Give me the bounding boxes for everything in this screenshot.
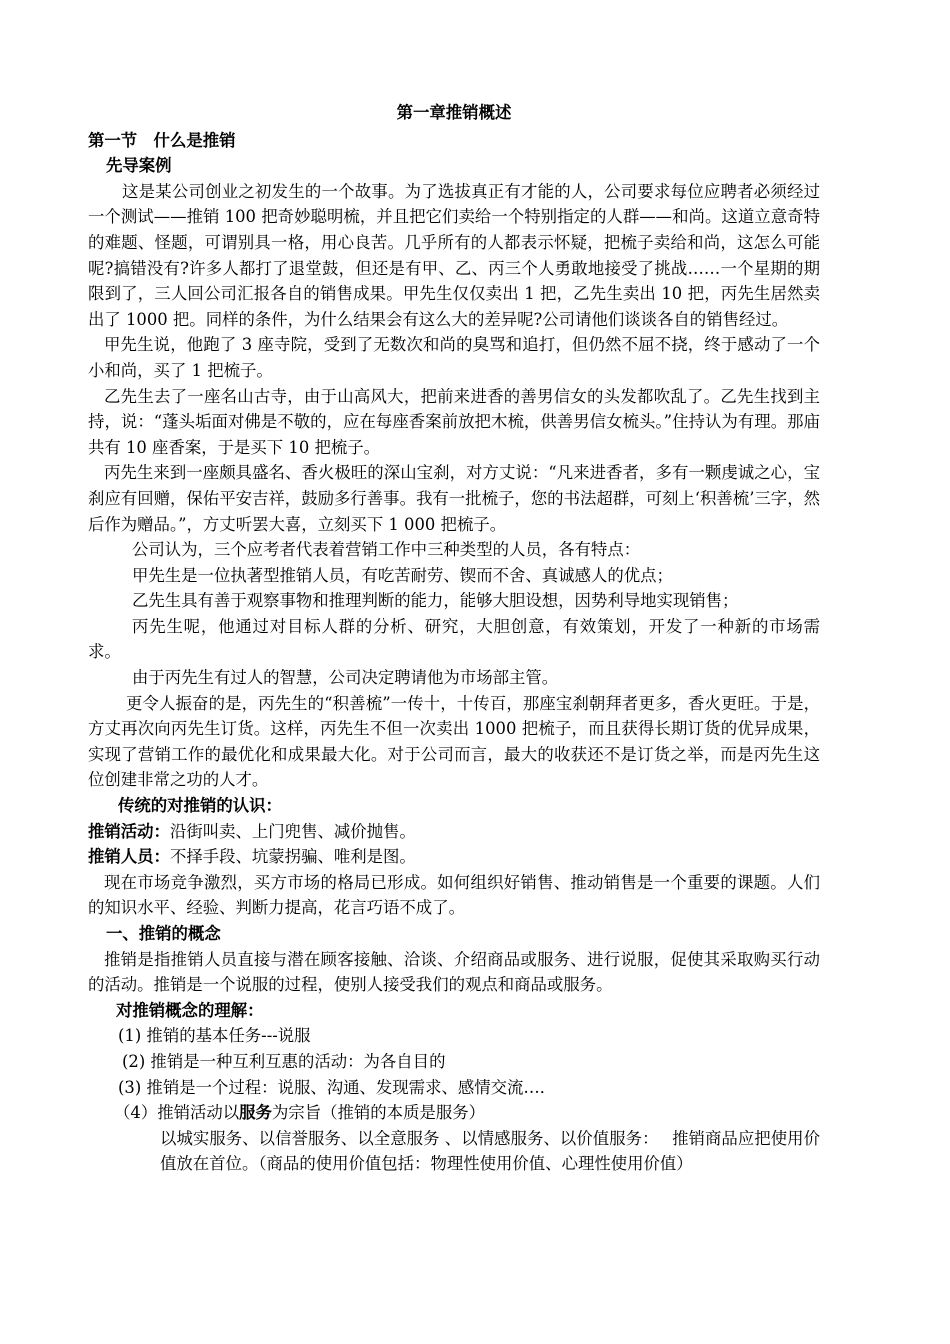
- activity-text: 沿街叫卖、上门兜售、减价抛售。: [169, 821, 416, 841]
- paragraph-hire-decision: 由于丙先生有过人的智慧，公司决定聘请他为市场部主管。: [132, 668, 559, 688]
- document-page: [88, 100, 820, 1177]
- item4-service-bold: 服务: [239, 1103, 272, 1123]
- list-item-2: (2) 推销是一种互利互惠的活动：为各自目的: [122, 1051, 446, 1071]
- paragraph-concept-definition: 推销是指推销人员直接与潜在顾客接触、洽谈、介绍商品或服务、进行说服，促使其采取购买行动的活动。推销是一个说服的过程，使别人接受我们的观点和商品或服务。: [88, 949, 820, 995]
- case-heading: 先导案例: [106, 156, 172, 176]
- item4-prefix: （4）推销活动以: [114, 1103, 240, 1123]
- section-heading: 第一节 什么是推销: [88, 130, 236, 150]
- item4-suffix: 为宗旨（推销的本质是服务）: [271, 1103, 486, 1123]
- paragraph-mr-yi: 乙先生去了一座名山古寺，由于山高风大，把前来进香的善男信女的头发都吹乱了。乙先生找到主持，说：“蓬头垢面对佛是不敬的，应在每座香案前放把木梳，供善男信女梳头。”住持认为有理。那庙共有 10 座香案，于是买下 10 把梳子。: [88, 386, 820, 457]
- traditional-activity: [88, 819, 820, 845]
- understanding-heading: 对推销概念的理解：: [116, 1000, 264, 1020]
- traditional-staff: [88, 844, 820, 870]
- activity-label: 推销活动：: [88, 821, 170, 841]
- chapter-title: 第一章推销概述: [396, 103, 512, 122]
- paragraph-result: 更令人振奋的是，丙先生的“积善梳”一传十，十传百，那座宝刹朝拜者更多，香火更旺。于是，方丈再次向丙先生订货。这样，丙先生不但一次卖出 1000 把梳子，而且获得长期订货的优异成果，实现了营销工作的最优化和成果最大化。对于公司而言，最大的收获还不是订货之举，而是丙先生这位创建非常之功的人才。: [88, 693, 820, 790]
- paragraph-bing-trait: 丙先生呢，他通过对目标人群的分析、研究，大胆创意，有效策划，开发了一种新的市场需求。: [88, 616, 820, 662]
- paragraph-mr-jia: 甲先生说，他跑了 3 座寺院，受到了无数次和尚的臭骂和追打，但仍然不屈不挠，终于感动了一个小和尚，买了 1 把梳子。: [88, 335, 820, 380]
- list-item-3: (3) 推销是一个过程：说服、沟通、发现需求、感情交流…．: [118, 1077, 557, 1097]
- paragraph-mr-bing: 丙先生来到一座颇具盛名、香火极旺的深山宝刹，对方丈说：“凡来进香者，多有一颗虔诚之心，宝刹应有回赠，保佑平安吉祥，鼓励多行善事。我有一批梳子，您的书法超群，可刻上‘积善梳’三字，然后作为赠品。”，方丈听罢大喜，立刻买下 1 000 把梳子。: [88, 463, 820, 534]
- paragraph-market-now: 现在市场竞争激烈，买方市场的格局已形成。如何组织好销售、推动销售是一个重要的课题。人们的知识水平、经验、判断力提高，花言巧语不成了。: [88, 872, 820, 918]
- list-item-4-detail: 以城实服务、以信誉服务、以全意服务 、以情感服务、以价值服务： 推销商品应把使用价值放在首位。（商品的使用价值包括：物理性使用价值、心理性使用价值）: [160, 1128, 820, 1174]
- paragraph-company-view: 公司认为，三个应考者代表着营销工作中三种类型的人员，各有特点：: [132, 540, 641, 560]
- staff-text: 不择手段、坑蒙拐骗、唯利是图。: [169, 847, 416, 867]
- list-item-1: (1) 推销的基本任务---说服: [118, 1026, 311, 1046]
- paragraph-story-intro: 这是某公司创业之初发生的一个故事。为了选拔真正有才能的人，公司要求每位应聘者必须经过一个测试——推销 100 把奇妙聪明梳，并且把它们卖给一个特别指定的人群——和尚。这道立意奇特的难题、怪题，可谓别具一格，用心良苦。几乎所有的人都表示怀疑，把梳子卖给和尚，这怎么可能呢?搞错没有?许多人都打了退堂鼓，但还是有甲、乙、丙三个人勇敢地接受了挑战……一个星期的期限到了，三人回公司汇报各自的销售成果。甲先生仅仅卖出 1 把，乙先生卖出 10 把，丙先生居然卖出了 1000 把。同样的条件，为什么结果会有这么大的差异呢?公司请他们谈谈各自的销售经过。: [88, 181, 820, 329]
- concept-heading: 一、推销的概念: [106, 924, 221, 943]
- paragraph-yi-trait: 乙先生具有善于观察事物和推理判断的能力，能够大胆设想，因势利导地实现销售；: [132, 591, 739, 611]
- staff-label: 推销人员：: [88, 847, 170, 867]
- list-item-4: [88, 1100, 820, 1126]
- traditional-heading: 传统的对推销的认识：: [118, 796, 282, 816]
- paragraph-jia-trait: 甲先生是一位执著型推销人员，有吃苦耐劳、锲而不舍、真诚感人的优点；: [132, 565, 673, 585]
